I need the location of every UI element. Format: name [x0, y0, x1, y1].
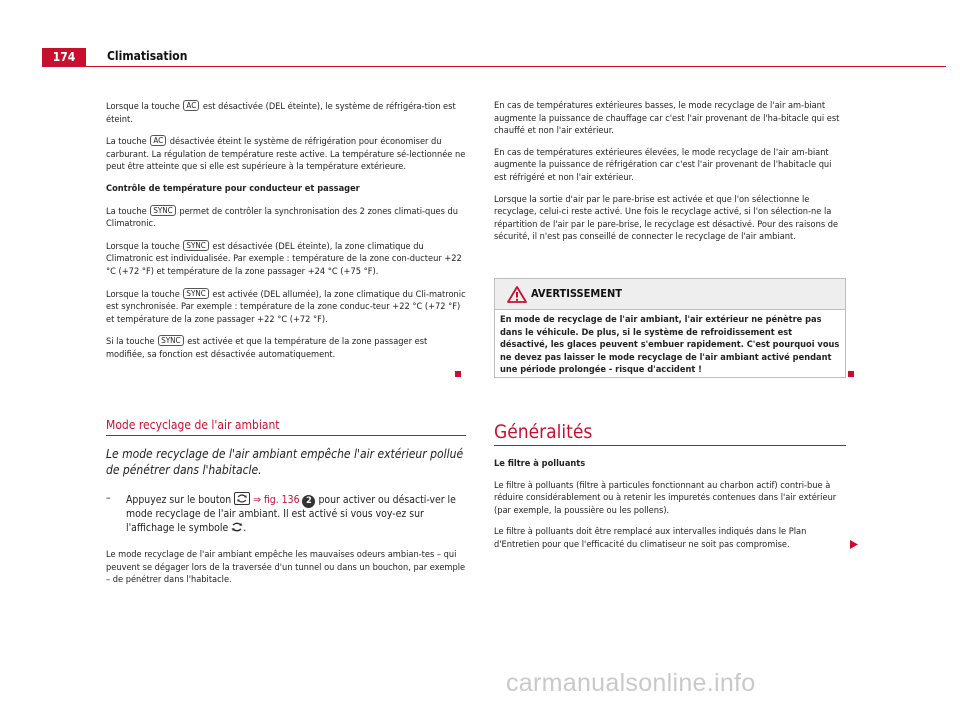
paragraph-high-temp: En cas de températures extérieures élevées, le mode recyclage de l'air am-biant augmente la puissance de réfrigération car c'est l'air provenant de l'habitacle qui est réfrigéré et non l'air extérieur. — [494, 146, 832, 183]
text: pour activer ou désacti-ver le mode recyclage de l'air ambiant. Il est activé si vous voy-ez sur l'affichage le symbole — [126, 494, 456, 534]
ac-key: AC — [183, 100, 199, 111]
text: est activée (DEL allumée), la zone climatique du Cli-matronic est synchronisée. Par exemple : température de la zone conduc-teur +22 °C (+72 °F) et température de la zone passager +22 °C (+72 °F). — [106, 288, 466, 325]
warning-header — [495, 279, 845, 310]
right-column — [494, 100, 846, 253]
text: Si la touche — [106, 336, 155, 348]
section-intro: Le mode recyclage de l'air ambiant empêche l'air extérieur pollué de pénétrer dans l'habitacle. — [106, 447, 464, 477]
paragraph-ac-off — [106, 100, 466, 126]
subheading-temperature-control: Contrôle de température pour conducteur et passager — [106, 182, 360, 194]
header-rule — [42, 66, 946, 67]
paragraph-filter-function: Le filtre à polluants (filtre à particules fonctionnant au charbon actif) contri-bue à réduire considérablement ou à retenir les impuretés contenues dans l'air extérieur (par exemple, la poussière ou les pollens). — [494, 479, 837, 516]
paragraph-sync-auto-off — [106, 335, 466, 361]
watermark: carmanualsonline.info — [506, 669, 756, 697]
recirculation-note: Le mode recyclage de l'air ambiant empêche les mauvaises odeurs ambian-tes – qui peuvent se dégager lors de la traversée d'un tunnel ou dans un bouchon, par exemple – de pénétrer dans l'habitacle. — [106, 549, 466, 586]
text: est désactivée (DEL éteinte), le système de réfrigéra-tion est éteint. — [106, 101, 456, 125]
sync-key: SYNC — [150, 205, 175, 216]
action-step — [106, 492, 466, 535]
recirculation-button-icon — [234, 492, 250, 505]
callout-number: 2 — [302, 495, 315, 508]
warning-triangle-icon — [507, 286, 527, 303]
paragraph-windshield: Lorsque la sortie d'air par le pare-brise est activée et que l'on sélectionne le recyclage, celui-ci reste activé. Une fois le recyclage activé, si l'on sélection-ne la répartition de l'air par le pare-brise, le recyclage est désactivé. Pour des raisons de sécurité, il n'est pas conseillé de connecter le recyclage de l'air ambiant. — [494, 193, 839, 243]
ac-key: AC — [150, 135, 166, 146]
text: est désactivée (DEL éteinte), la zone climatique du Climatronic est individualisée. Par exemple : température de la zone con-ducteur +22 °C (+72 °F) et température de la zone passager +24 °C (+75 °F). — [106, 240, 462, 277]
text: permet de contrôler la synchronisation des 2 zones climati-ques du Climatronic. — [106, 205, 458, 230]
paragraph-sync-on — [106, 288, 466, 327]
warning-box — [494, 278, 846, 378]
paragraph-low-temp: En cas de températures extérieures basses, le mode recyclage de l'air am-biant augmente la puissance de chauffage car c'est l'air provenant de l'ha-bitacle qui est chauffé et non l'air extérieur. — [494, 100, 840, 137]
figure-reference-link[interactable]: ⇒ fig. 136 — [253, 494, 300, 506]
text: Lorsque la touche — [106, 288, 180, 300]
chapter-title: Climatisation — [107, 49, 188, 63]
text: La touche — [106, 205, 147, 217]
page-header — [42, 48, 946, 68]
recirculation-symbol-icon — [231, 522, 243, 532]
warning-title: AVERTISSEMENT — [531, 287, 623, 300]
generalites-body — [494, 458, 846, 561]
text: est activée et que la température de la zone passager est modifiée, sa fonction est désactivée automatiquement. — [106, 336, 428, 360]
text: Appuyez sur le bouton — [126, 494, 232, 506]
paragraph-ac-economy — [106, 135, 466, 174]
section-end-marker — [848, 371, 854, 377]
paragraph-sync — [106, 205, 466, 231]
paragraph-sync-off — [106, 240, 466, 279]
text: Lorsque la touche — [106, 101, 180, 112]
section-title-recirculation: Mode recyclage de l'air ambiant — [106, 418, 466, 436]
sync-key: SYNC — [183, 288, 208, 299]
text: Lorsque la touche — [106, 240, 180, 252]
paragraph-filter-replacement: Le filtre à polluants doit être remplacé aux intervalles indiqués dans le Plan d'Entretien pour que l'efficacité du climatiseur ne soit pas compromise. — [494, 526, 807, 550]
subheading-pollen-filter: Le filtre à polluants — [494, 458, 586, 469]
left-column — [106, 100, 466, 371]
text: . — [243, 521, 247, 534]
page-number: 174 — [42, 48, 86, 66]
text: La touche — [106, 136, 147, 148]
section-end-marker — [455, 371, 461, 377]
section-title-generalites: Généralités — [494, 421, 846, 446]
text: désactivée éteint le système de réfrigération pour économiser du carburant. La régulation de température reste active. La température sé-lectionnée ne peut être atteinte que si elle est supérieure à la température extérieure. — [106, 136, 466, 173]
sync-key: SYNC — [158, 335, 183, 346]
sync-key: SYNC — [183, 240, 208, 251]
warning-text: En mode de recyclage de l'air ambiant, l'air extérieur ne pénètre pas dans le véhicule. De plus, si le système de refroidissement est désactivé, les glaces peuvent s'embuer rapidement. C'est pourquoi vous ne devez pas laisser le mode recyclage de l'air ambiant activé pendant une période prolongée - risque d'accident ! — [500, 314, 840, 376]
continue-arrow-icon — [850, 540, 858, 549]
list-dash: – — [106, 492, 111, 504]
